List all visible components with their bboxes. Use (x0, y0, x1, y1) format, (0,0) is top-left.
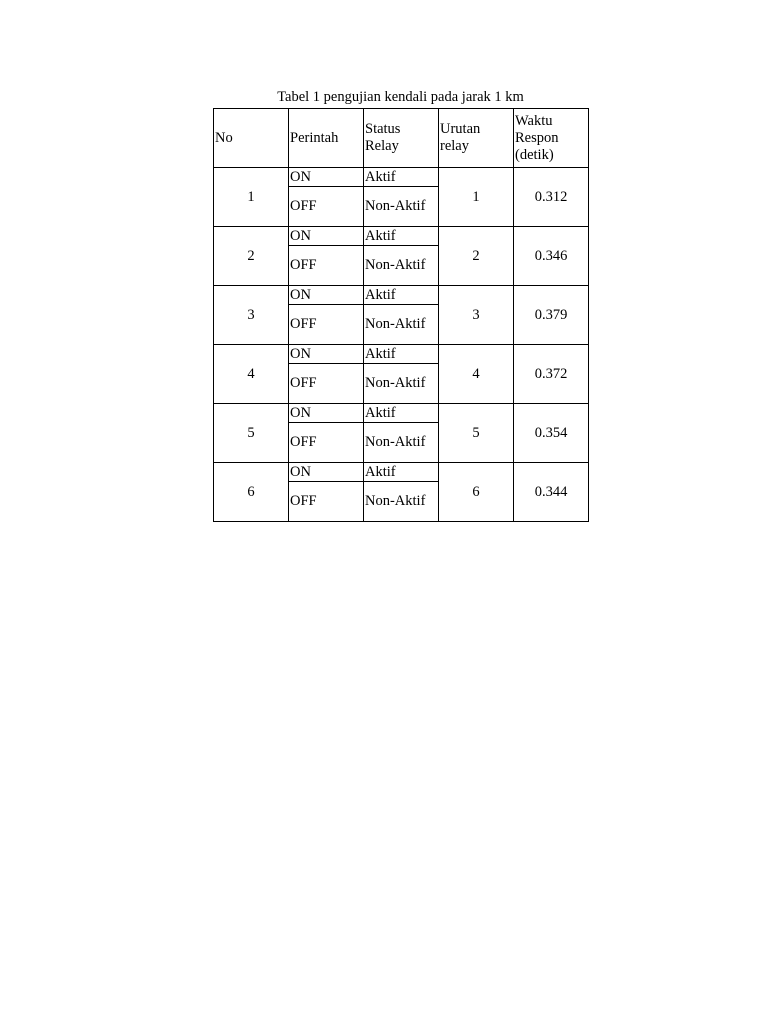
command-off: OFF (289, 364, 364, 404)
row-number: 4 (214, 345, 289, 404)
header-status-relay: Status Relay (364, 109, 439, 168)
status-off: Non-Aktif (364, 364, 439, 404)
results-table (213, 108, 589, 522)
row-number: 1 (214, 168, 289, 227)
row-number: 2 (214, 227, 289, 286)
command-off: OFF (289, 246, 364, 286)
response-time: 0.372 (514, 345, 589, 404)
status-on: Aktif (364, 463, 439, 482)
relay-order: 5 (439, 404, 514, 463)
status-on: Aktif (364, 168, 439, 187)
table-header-row (214, 109, 589, 168)
status-off: Non-Aktif (364, 246, 439, 286)
status-off: Non-Aktif (364, 187, 439, 227)
row-number: 6 (214, 463, 289, 522)
table-row-on (214, 345, 589, 364)
status-on: Aktif (364, 404, 439, 423)
command-off: OFF (289, 187, 364, 227)
header-urutan-relay: Urutan relay (439, 109, 514, 168)
response-time: 0.354 (514, 404, 589, 463)
relay-order: 3 (439, 286, 514, 345)
table-row-on (214, 463, 589, 482)
relay-order: 1 (439, 168, 514, 227)
header-perintah: Perintah (289, 109, 364, 168)
table-caption: Tabel 1 pengujian kendali pada jarak 1 km (277, 89, 524, 105)
response-time: 0.312 (514, 168, 589, 227)
command-on: ON (289, 463, 364, 482)
response-time: 0.344 (514, 463, 589, 522)
command-on: ON (289, 168, 364, 187)
command-on: ON (289, 345, 364, 364)
relay-order: 4 (439, 345, 514, 404)
status-on: Aktif (364, 227, 439, 246)
status-on: Aktif (364, 286, 439, 305)
table-row-on (214, 404, 589, 423)
command-off: OFF (289, 482, 364, 522)
status-off: Non-Aktif (364, 305, 439, 345)
relay-order: 2 (439, 227, 514, 286)
status-on: Aktif (364, 345, 439, 364)
header-waktu-respon: Waktu Respon (detik) (514, 109, 589, 168)
table-row-on (214, 227, 589, 246)
command-on: ON (289, 227, 364, 246)
header-no: No (214, 109, 289, 168)
command-off: OFF (289, 423, 364, 463)
row-number: 5 (214, 404, 289, 463)
response-time: 0.379 (514, 286, 589, 345)
status-off: Non-Aktif (364, 423, 439, 463)
response-time: 0.346 (514, 227, 589, 286)
command-on: ON (289, 286, 364, 305)
command-off: OFF (289, 305, 364, 345)
row-number: 3 (214, 286, 289, 345)
relay-order: 6 (439, 463, 514, 522)
table-row-on (214, 168, 589, 187)
status-off: Non-Aktif (364, 482, 439, 522)
table-row-on (214, 286, 589, 305)
command-on: ON (289, 404, 364, 423)
